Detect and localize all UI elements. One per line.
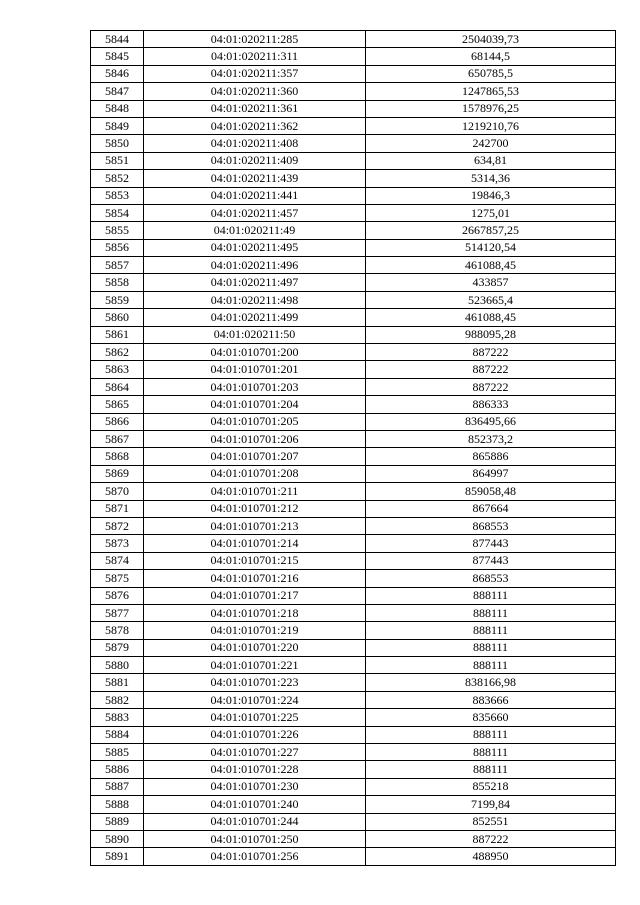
cadastral-value-cell: 835660	[366, 709, 616, 726]
cadastral-value-cell: 877443	[366, 535, 616, 552]
cadastral-value-cell: 883666	[366, 691, 616, 708]
table-row	[91, 361, 616, 378]
table-row	[91, 622, 616, 639]
row-number-cell: 5868	[91, 448, 144, 465]
row-number-cell: 5846	[91, 65, 144, 82]
row-number-cell: 5847	[91, 83, 144, 100]
table-row	[91, 100, 616, 117]
row-number-cell: 5853	[91, 187, 144, 204]
cadastral-number-cell: 04:01:020211:361	[144, 100, 366, 117]
row-number-cell: 5858	[91, 274, 144, 291]
cadastral-value-cell: 1247865,53	[366, 83, 616, 100]
cadastral-number-cell: 04:01:010701:206	[144, 430, 366, 447]
row-number-cell: 5866	[91, 413, 144, 430]
row-number-cell: 5849	[91, 117, 144, 134]
cadastral-number-cell: 04:01:010701:200	[144, 344, 366, 361]
row-number-cell: 5881	[91, 674, 144, 691]
table-row	[91, 378, 616, 395]
table-row	[91, 326, 616, 343]
cadastral-value-cell: 888111	[366, 622, 616, 639]
cadastral-number-cell: 04:01:010701:250	[144, 830, 366, 847]
table-row	[91, 274, 616, 291]
row-number-cell: 5869	[91, 465, 144, 482]
row-number-cell: 5852	[91, 170, 144, 187]
table-row	[91, 517, 616, 534]
cadastral-number-cell: 04:01:010701:204	[144, 396, 366, 413]
cadastral-value-cell: 461088,45	[366, 309, 616, 326]
table-row	[91, 552, 616, 569]
cadastral-value-cell: 988095,28	[366, 326, 616, 343]
row-number-cell: 5862	[91, 344, 144, 361]
table-row	[91, 309, 616, 326]
cadastral-number-cell: 04:01:020211:311	[144, 48, 366, 65]
table-row	[91, 135, 616, 152]
cadastral-value-cell: 461088,45	[366, 257, 616, 274]
table-row	[91, 239, 616, 256]
cadastral-number-cell: 04:01:020211:496	[144, 257, 366, 274]
cadastral-number-cell: 04:01:010701:213	[144, 517, 366, 534]
cadastral-number-cell: 04:01:020211:441	[144, 187, 366, 204]
table-row	[91, 535, 616, 552]
cadastral-value-cell: 836495,66	[366, 413, 616, 430]
cadastral-number-cell: 04:01:020211:497	[144, 274, 366, 291]
cadastral-number-cell: 04:01:010701:211	[144, 483, 366, 500]
row-number-cell: 5876	[91, 587, 144, 604]
table-row	[91, 587, 616, 604]
cadastral-value-cell: 5314,36	[366, 170, 616, 187]
table-row	[91, 465, 616, 482]
row-number-cell: 5859	[91, 291, 144, 308]
table-row	[91, 430, 616, 447]
cadastral-number-cell: 04:01:010701:216	[144, 570, 366, 587]
cadastral-number-cell: 04:01:020211:285	[144, 31, 366, 48]
cadastral-number-cell: 04:01:010701:221	[144, 657, 366, 674]
cadastral-number-cell: 04:01:020211:409	[144, 152, 366, 169]
cadastral-value-cell: 650785,5	[366, 65, 616, 82]
table-row	[91, 709, 616, 726]
cadastral-value-cell: 1219210,76	[366, 117, 616, 134]
cadastral-value-cell: 887222	[366, 361, 616, 378]
cadastral-number-cell: 04:01:010701:219	[144, 622, 366, 639]
table-row	[91, 117, 616, 134]
table-row	[91, 500, 616, 517]
cadastral-number-cell: 04:01:010701:217	[144, 587, 366, 604]
cadastral-value-cell: 523665,4	[366, 291, 616, 308]
cadastral-value-cell: 852373,2	[366, 430, 616, 447]
cadastral-number-cell: 04:01:010701:230	[144, 778, 366, 795]
row-number-cell: 5883	[91, 709, 144, 726]
table-row	[91, 691, 616, 708]
cadastral-number-cell: 04:01:010701:225	[144, 709, 366, 726]
cadastral-value-cell: 68144,5	[366, 48, 616, 65]
cadastral-value-cell: 864997	[366, 465, 616, 482]
cadastral-value-cell: 852551	[366, 813, 616, 830]
cadastral-number-cell: 04:01:010701:201	[144, 361, 366, 378]
table-row	[91, 761, 616, 778]
cadastral-number-cell: 04:01:010701:215	[144, 552, 366, 569]
cadastral-number-cell: 04:01:020211:439	[144, 170, 366, 187]
cadastral-value-cell: 838166,98	[366, 674, 616, 691]
cadastral-number-cell: 04:01:020211:408	[144, 135, 366, 152]
row-number-cell: 5882	[91, 691, 144, 708]
row-number-cell: 5879	[91, 639, 144, 656]
row-number-cell: 5887	[91, 778, 144, 795]
row-number-cell: 5855	[91, 222, 144, 239]
cadastral-value-cell: 488950	[366, 848, 616, 865]
row-number-cell: 5891	[91, 848, 144, 865]
cadastral-number-cell: 04:01:020211:498	[144, 291, 366, 308]
cadastral-value-cell: 888111	[366, 744, 616, 761]
cadastral-value-cell: 433857	[366, 274, 616, 291]
table-row	[91, 187, 616, 204]
cadastral-value-cell: 888111	[366, 587, 616, 604]
cadastral-number-cell: 04:01:010701:220	[144, 639, 366, 656]
cadastral-value-cell: 868553	[366, 517, 616, 534]
cadastral-number-cell: 04:01:010701:208	[144, 465, 366, 482]
row-number-cell: 5884	[91, 726, 144, 743]
row-number-cell: 5874	[91, 552, 144, 569]
table-row	[91, 813, 616, 830]
cadastral-value-cell: 1578976,25	[366, 100, 616, 117]
cadastral-number-cell: 04:01:010701:227	[144, 744, 366, 761]
cadastral-value-cell: 514120,54	[366, 239, 616, 256]
row-number-cell: 5867	[91, 430, 144, 447]
cadastral-number-cell: 04:01:010701:214	[144, 535, 366, 552]
table-row	[91, 726, 616, 743]
table-row	[91, 170, 616, 187]
row-number-cell: 5889	[91, 813, 144, 830]
table-row	[91, 848, 616, 865]
cadastral-number-cell: 04:01:010701:212	[144, 500, 366, 517]
row-number-cell: 5872	[91, 517, 144, 534]
row-number-cell: 5848	[91, 100, 144, 117]
row-number-cell: 5851	[91, 152, 144, 169]
cadastral-value-cell: 888111	[366, 657, 616, 674]
row-number-cell: 5865	[91, 396, 144, 413]
cadastral-number-cell: 04:01:010701:240	[144, 796, 366, 813]
cadastral-value-cell: 868553	[366, 570, 616, 587]
row-number-cell: 5871	[91, 500, 144, 517]
cadastral-value-cell: 634,81	[366, 152, 616, 169]
cadastral-value-cell: 855218	[366, 778, 616, 795]
row-number-cell: 5854	[91, 204, 144, 221]
cadastral-number-cell: 04:01:020211:457	[144, 204, 366, 221]
cadastral-value-cell: 2667857,25	[366, 222, 616, 239]
cadastral-number-cell: 04:01:010701:205	[144, 413, 366, 430]
table-row	[91, 344, 616, 361]
cadastral-value-cell: 888111	[366, 604, 616, 621]
cadastral-value-cell: 2504039,73	[366, 31, 616, 48]
row-number-cell: 5885	[91, 744, 144, 761]
row-number-cell: 5857	[91, 257, 144, 274]
cadastral-value-cell: 877443	[366, 552, 616, 569]
cadastral-number-cell: 04:01:010701:256	[144, 848, 366, 865]
table-row	[91, 674, 616, 691]
row-number-cell: 5850	[91, 135, 144, 152]
cadastral-value-cell: 888111	[366, 639, 616, 656]
cadastral-number-cell: 04:01:020211:357	[144, 65, 366, 82]
cadastral-value-cell: 19846,3	[366, 187, 616, 204]
table-row	[91, 830, 616, 847]
table-row	[91, 657, 616, 674]
table-row	[91, 796, 616, 813]
row-number-cell: 5860	[91, 309, 144, 326]
cadastral-value-cell: 887222	[366, 344, 616, 361]
cadastral-value-cell: 887222	[366, 378, 616, 395]
table-body	[91, 31, 616, 866]
row-number-cell: 5864	[91, 378, 144, 395]
table-row	[91, 744, 616, 761]
cadastral-value-cell: 867664	[366, 500, 616, 517]
cadastral-number-cell: 04:01:010701:224	[144, 691, 366, 708]
cadastral-number-cell: 04:01:020211:362	[144, 117, 366, 134]
cadastral-value-cell: 888111	[366, 761, 616, 778]
row-number-cell: 5844	[91, 31, 144, 48]
row-number-cell: 5890	[91, 830, 144, 847]
cadastral-number-cell: 04:01:010701:228	[144, 761, 366, 778]
table-row	[91, 291, 616, 308]
row-number-cell: 5856	[91, 239, 144, 256]
table-row	[91, 31, 616, 48]
table-row	[91, 396, 616, 413]
table-row	[91, 778, 616, 795]
row-number-cell: 5877	[91, 604, 144, 621]
table-row	[91, 413, 616, 430]
row-number-cell: 5873	[91, 535, 144, 552]
cadastral-number-cell: 04:01:020211:360	[144, 83, 366, 100]
cadastral-number-cell: 04:01:010701:203	[144, 378, 366, 395]
table-row	[91, 204, 616, 221]
cadastral-value-table	[90, 30, 616, 866]
table-row	[91, 604, 616, 621]
row-number-cell: 5880	[91, 657, 144, 674]
cadastral-value-cell: 865886	[366, 448, 616, 465]
table-row	[91, 570, 616, 587]
table-row	[91, 48, 616, 65]
cadastral-number-cell: 04:01:010701:244	[144, 813, 366, 830]
row-number-cell: 5861	[91, 326, 144, 343]
cadastral-number-cell: 04:01:010701:218	[144, 604, 366, 621]
cadastral-value-cell: 886333	[366, 396, 616, 413]
cadastral-number-cell: 04:01:020211:495	[144, 239, 366, 256]
table-row	[91, 257, 616, 274]
cadastral-value-cell: 887222	[366, 830, 616, 847]
table-row	[91, 483, 616, 500]
row-number-cell: 5886	[91, 761, 144, 778]
table-row	[91, 639, 616, 656]
cadastral-value-cell: 859058,48	[366, 483, 616, 500]
row-number-cell: 5878	[91, 622, 144, 639]
table-row	[91, 152, 616, 169]
table-row	[91, 65, 616, 82]
cadastral-number-cell: 04:01:020211:49	[144, 222, 366, 239]
cadastral-number-cell: 04:01:020211:50	[144, 326, 366, 343]
cadastral-value-cell: 1275,01	[366, 204, 616, 221]
row-number-cell: 5875	[91, 570, 144, 587]
cadastral-number-cell: 04:01:020211:499	[144, 309, 366, 326]
cadastral-number-cell: 04:01:010701:207	[144, 448, 366, 465]
row-number-cell: 5845	[91, 48, 144, 65]
cadastral-number-cell: 04:01:010701:223	[144, 674, 366, 691]
table-row	[91, 222, 616, 239]
cadastral-value-cell: 888111	[366, 726, 616, 743]
cadastral-value-cell: 242700	[366, 135, 616, 152]
table-row	[91, 448, 616, 465]
row-number-cell: 5870	[91, 483, 144, 500]
table-row	[91, 83, 616, 100]
row-number-cell: 5888	[91, 796, 144, 813]
cadastral-number-cell: 04:01:010701:226	[144, 726, 366, 743]
row-number-cell: 5863	[91, 361, 144, 378]
cadastral-value-cell: 7199,84	[366, 796, 616, 813]
